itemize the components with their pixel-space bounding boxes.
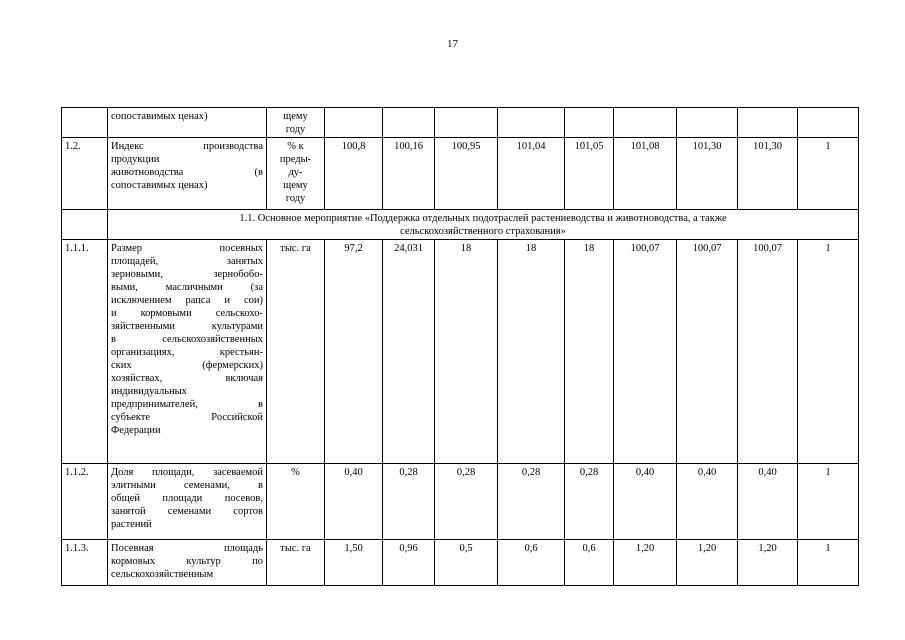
- row-number: 1.2.: [62, 138, 108, 210]
- value-cell: 100,95: [435, 138, 498, 210]
- value-cell: 24,031: [383, 240, 435, 464]
- indicator-name-line: индивидуальных: [111, 386, 187, 397]
- indicator-name: [108, 464, 267, 540]
- unit-line: году: [285, 193, 306, 204]
- value-cell: 18: [435, 240, 498, 464]
- indicator-name-line: зерновыми, зернобобо-: [111, 269, 263, 280]
- section-row: [62, 210, 859, 240]
- value-cell: [325, 108, 383, 138]
- value-cell: 101,05: [565, 138, 614, 210]
- value-cell: 1: [798, 464, 859, 540]
- indicator-name-line: хозяйствах, включая: [111, 373, 263, 384]
- value-cell: 0,6: [565, 540, 614, 586]
- value-cell: 97,2: [325, 240, 383, 464]
- indicator-name-line: организациях, крестьян-: [111, 347, 263, 358]
- indicator-name: [108, 138, 267, 210]
- value-cell: 100,16: [383, 138, 435, 210]
- unit-line: %: [291, 467, 300, 478]
- value-cell: 0,96: [383, 540, 435, 586]
- value-cell: [677, 108, 738, 138]
- unit-cell: [267, 540, 325, 586]
- value-cell: 0,6: [498, 540, 565, 586]
- value-cell: 101,04: [498, 138, 565, 210]
- indicator-name-line: выми, масличными (за: [111, 282, 263, 293]
- value-cell: 100,07: [677, 240, 738, 464]
- value-cell: 1,20: [738, 540, 798, 586]
- value-cell: 1,50: [325, 540, 383, 586]
- value-cell: 0,5: [435, 540, 498, 586]
- indicator-name-line: зяйственными культурами: [111, 321, 263, 332]
- value-cell: 1,20: [677, 540, 738, 586]
- unit-line: ду-: [288, 167, 303, 178]
- indicator-name-line: исключением рапса и сои): [111, 295, 263, 306]
- value-cell: 1: [798, 540, 859, 586]
- unit-cell: [267, 464, 325, 540]
- value-cell: 0,40: [325, 464, 383, 540]
- value-cell: [383, 108, 435, 138]
- value-cell: 0,40: [738, 464, 798, 540]
- indicator-name: [108, 240, 267, 464]
- unit-line: % к: [287, 141, 304, 152]
- indicator-name-line: в сельскохозяйственных: [111, 334, 263, 345]
- value-cell: [798, 108, 859, 138]
- indicator-name-line: и кормовыми сельскохо-: [111, 308, 263, 319]
- value-cell: [738, 108, 798, 138]
- value-cell: 100,8: [325, 138, 383, 210]
- indicator-name-line: растений: [111, 519, 152, 530]
- value-cell: [498, 108, 565, 138]
- value-cell: 0,28: [383, 464, 435, 540]
- indicator-name-line: сельскохозяйственным: [111, 569, 214, 580]
- unit-line: щему: [283, 180, 308, 191]
- indicator-name-line: Федерации: [111, 425, 161, 436]
- unit-line: преды-: [279, 154, 312, 165]
- indicator-name-line: сопоставимых ценах): [111, 111, 208, 122]
- value-cell: 18: [498, 240, 565, 464]
- value-cell: [435, 108, 498, 138]
- value-cell: 100,07: [614, 240, 677, 464]
- table-row: [62, 108, 859, 138]
- indicator-name-line: субъекте Российской: [111, 412, 263, 423]
- table-row: [62, 464, 859, 540]
- row-number: 1.1.1.: [62, 240, 108, 464]
- section-title: [108, 210, 859, 240]
- value-cell: [614, 108, 677, 138]
- indicator-name-line: элитными семенами, в: [111, 480, 263, 491]
- indicator-name-line: площадей, занятых: [111, 256, 263, 267]
- value-cell: 18: [565, 240, 614, 464]
- indicator-name-line: Индекс производства: [111, 141, 263, 152]
- unit-line: тыс. га: [280, 543, 311, 554]
- value-cell: 100,07: [738, 240, 798, 464]
- section-title-line: сельскохозяйственного страхования»: [400, 226, 566, 237]
- page-number: 17: [447, 38, 458, 50]
- indicator-name-line: Доля площади, засеваемой: [111, 467, 263, 478]
- row-number: [62, 108, 108, 138]
- row-number: 1.1.2.: [62, 464, 108, 540]
- unit-line: щему: [283, 111, 308, 122]
- table-row: [62, 138, 859, 210]
- unit-line: году: [285, 124, 306, 135]
- indicator-name-line: продукции: [111, 154, 160, 165]
- indicator-name-line: Размер посевных: [111, 243, 263, 254]
- value-cell: [565, 108, 614, 138]
- value-cell: 0,28: [498, 464, 565, 540]
- unit-cell: [267, 240, 325, 464]
- row-number: 1.1.3.: [62, 540, 108, 586]
- value-cell: 101,08: [614, 138, 677, 210]
- indicator-name-line: общей площади посевов,: [111, 493, 263, 504]
- value-cell: 0,28: [435, 464, 498, 540]
- unit-cell: [267, 108, 325, 138]
- indicator-name: [108, 108, 267, 138]
- value-cell: 0,40: [614, 464, 677, 540]
- indicator-name-line: занятой семенами сортов: [111, 506, 263, 517]
- unit-line: тыс. га: [280, 243, 311, 254]
- value-cell: 101,30: [677, 138, 738, 210]
- value-cell: 0,28: [565, 464, 614, 540]
- indicator-name-line: ских (фермерских): [111, 360, 263, 371]
- section-title-line: 1.1. Основное мероприятие «Поддержка отдельных подотраслей растениеводства и животноводства, а также: [239, 213, 727, 224]
- table-row: [62, 540, 859, 586]
- indicator-name-line: предпринимателей, в: [111, 399, 263, 410]
- value-cell: 1: [798, 240, 859, 464]
- indicator-name-line: Посевная площадь: [111, 543, 263, 554]
- unit-cell: [267, 138, 325, 210]
- indicator-name-line: животноводства (в: [111, 167, 263, 178]
- indicator-name-line: кормовых культур по: [111, 556, 263, 567]
- value-cell: 101,30: [738, 138, 798, 210]
- table-row: [62, 240, 859, 464]
- indicators-table: [61, 107, 859, 586]
- indicator-name-line: сопоставимых ценах): [111, 180, 208, 191]
- indicator-name: [108, 540, 267, 586]
- value-cell: 1,20: [614, 540, 677, 586]
- value-cell: 1: [798, 138, 859, 210]
- value-cell: 0,40: [677, 464, 738, 540]
- section-number-cell: [62, 210, 108, 240]
